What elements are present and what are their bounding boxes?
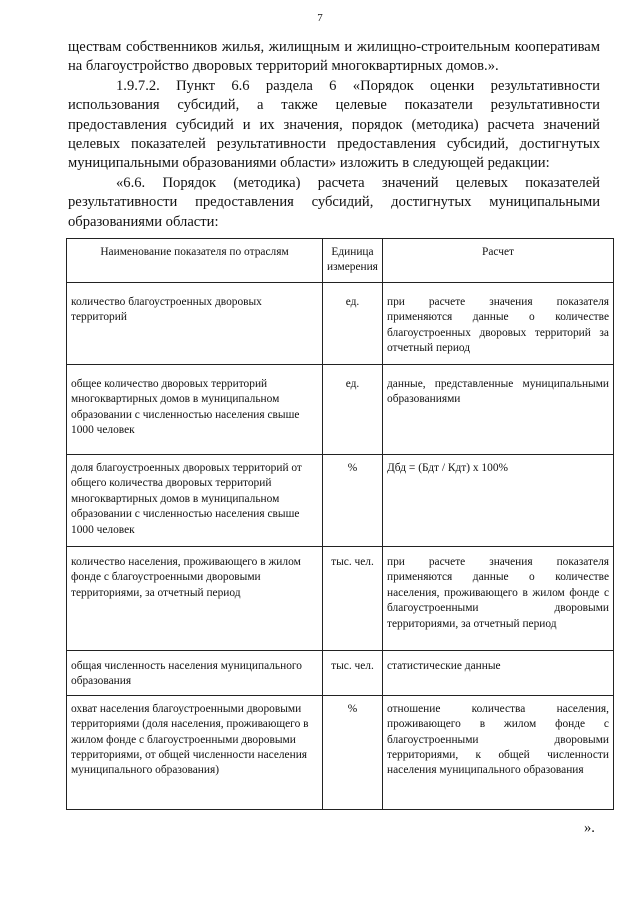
- table-row: [67, 547, 614, 651]
- table-row: [67, 283, 614, 365]
- table-row: [67, 365, 614, 455]
- unit-cell: тыс. чел.: [323, 651, 383, 696]
- indicator-name-cell: количество населения, проживающего в жилом фонде с благоустроенными дворовыми территориями, за отчетный период: [67, 547, 323, 651]
- calculation-cell: статистические данные: [383, 651, 614, 696]
- closing-quote-mark: ».: [584, 820, 595, 836]
- unit-cell: %: [323, 695, 383, 809]
- paragraph-continuation: ществам собственников жилья, жилищным и жилищно-строительным кооперативам на благоустройство дворовых территорий многоквартирных домов.».: [68, 39, 600, 75]
- table-row: [67, 695, 614, 809]
- table-row: [67, 651, 614, 696]
- paragraph-methodology-intro: «6.6. Порядок (методика) расчета значений целевых показателей результативности предоставления субсидий, достигнутых муниципальными образованиями области:: [68, 174, 600, 230]
- indicator-name-cell: охват населения благоустроенными дворовыми территориями (доля населения, проживающего в жилом фонде с благоустроенными дворовыми территориями, от общей численности населения муниципального образования): [67, 695, 323, 809]
- header-indicator-name: Наименование показателя по отраслям: [67, 239, 323, 283]
- paragraph-amendment: 1.9.7.2. Пункт 6.6 раздела 6 «Порядок оценки результативности использования субсидий, а также целевые показатели результативности предоставления субсидий и их значения, порядок (методика) расчета значений целевых показателей результативности предоставления субсидий, достигнутых муниципальными образованиями области» изложить в следующей редакции:: [68, 77, 600, 172]
- header-unit: Единица измерения: [323, 239, 383, 283]
- indicator-name-cell: доля благоустроенных дворовых территорий от общего количества дворовых территорий многоквартирных домов в муниципальном образовании с численностью населения свыше 1000 человек: [67, 455, 323, 547]
- unit-cell: ед.: [323, 283, 383, 365]
- calculation-cell: данные, представленные муниципальными образованиями: [383, 365, 614, 455]
- body-text: [68, 38, 600, 232]
- indicator-name-cell: количество благоустроенных дворовых территорий: [67, 283, 323, 365]
- indicator-name-cell: общая численность населения муниципального образования: [67, 651, 323, 696]
- unit-cell: ед.: [323, 365, 383, 455]
- table-header-row: [67, 239, 614, 283]
- unit-cell: тыс. чел.: [323, 547, 383, 651]
- page-number: 7: [317, 12, 323, 24]
- indicators-table: [66, 238, 614, 810]
- calculation-cell: Дбд = (Бдт / Кдт) х 100%: [383, 455, 614, 547]
- calculation-cell: отношение количества населения, проживающего в жилом фонде с благоустроенными дворовыми территориями, к общей численности населения муниципального образования: [383, 695, 614, 809]
- header-calculation: Расчет: [383, 239, 614, 283]
- calculation-cell: при расчете значения показателя применяются данные о количестве благоустроенных дворовых территорий за отчетный период: [383, 283, 614, 365]
- unit-cell: %: [323, 455, 383, 547]
- table-row: [67, 455, 614, 547]
- calculation-cell: при расчете значения показателя применяются данные о количестве населения, проживающего в жилом фонде с благоустроенными дворовыми территориями, за отчетный период: [383, 547, 614, 651]
- indicator-name-cell: общее количество дворовых территорий многоквартирных домов в муниципальном образовании с численностью населения свыше 1000 человек: [67, 365, 323, 455]
